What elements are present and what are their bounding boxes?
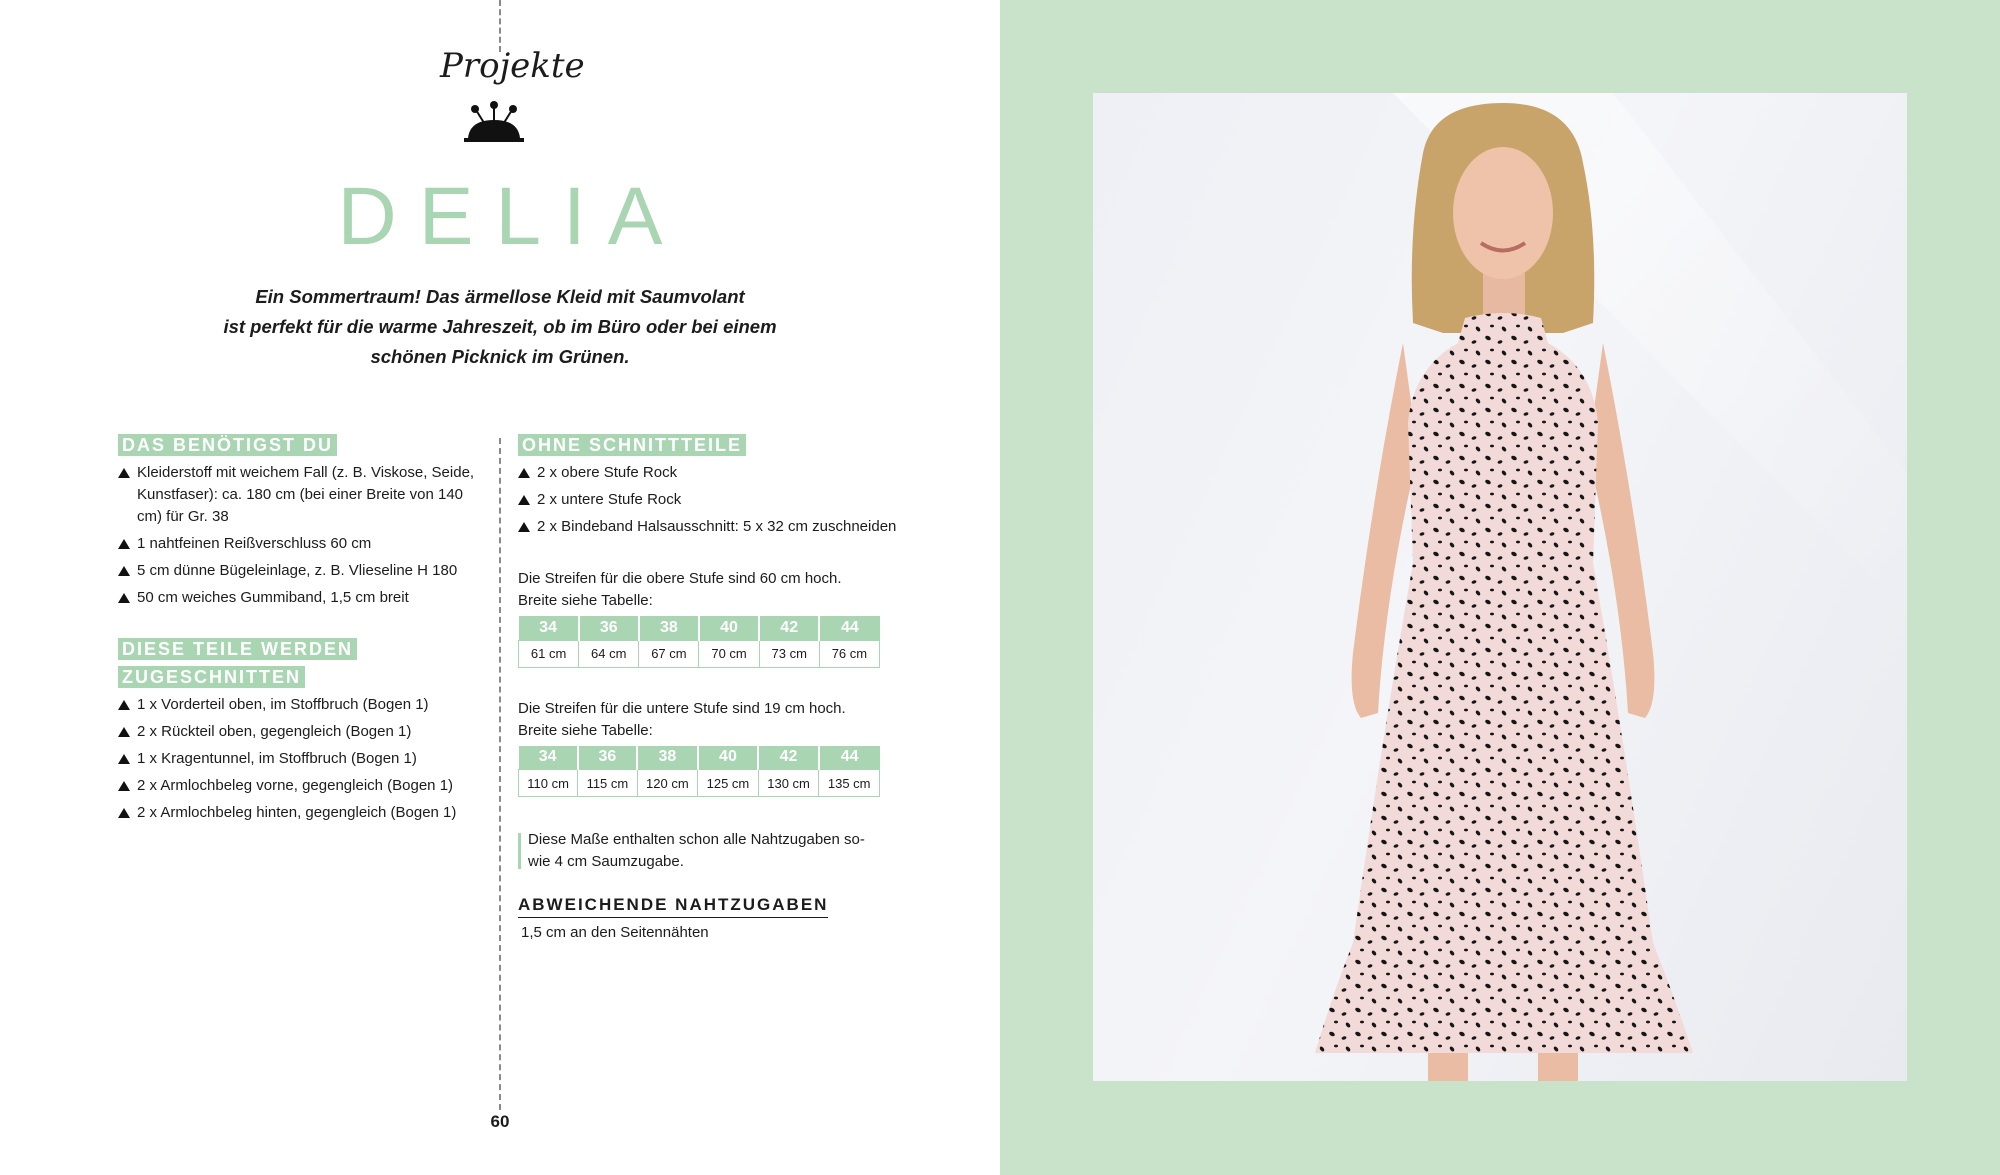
size-header: 38 — [637, 746, 698, 770]
lower-tier-text: Breite siehe Tabelle: — [518, 721, 653, 739]
size-header: 38 — [639, 616, 699, 640]
list-item — [118, 694, 488, 716]
width-cell: 64 cm — [579, 640, 639, 667]
triangle-bullet-icon — [118, 808, 130, 818]
model-illustration — [1093, 93, 1907, 1081]
intro-line: Ein Sommertraum! Das ärmellose Kleid mit Saumvolant — [255, 286, 745, 307]
list-item-text: 1 x Vorderteil oben, im Stoffbruch (Bogen 1) — [137, 696, 429, 713]
size-header: 44 — [819, 616, 879, 640]
upper-tier-block — [518, 568, 898, 668]
triangle-bullet-icon — [518, 468, 530, 478]
list-item — [118, 587, 488, 609]
seam-allowance-text: 1,5 cm an den Seitennähten — [521, 924, 709, 941]
dress-photo — [1093, 93, 1907, 1081]
dashed-divider-top — [499, 0, 501, 52]
spacer — [118, 614, 488, 636]
triangle-bullet-icon — [118, 754, 130, 764]
width-cell: 70 cm — [699, 640, 759, 667]
size-header: 42 — [759, 616, 819, 640]
pincushion-icon — [462, 100, 526, 144]
cut-parts-list — [118, 694, 488, 824]
triangle-bullet-icon — [118, 700, 130, 710]
triangle-bullet-icon — [118, 727, 130, 737]
lower-tier-block — [518, 698, 898, 798]
width-cell: 67 cm — [639, 640, 699, 667]
list-item — [118, 462, 488, 528]
lower-tier-text: Die Streifen für die untere Stufe sind 19 cm hoch. — [518, 699, 846, 717]
list-item-text: 2 x Armlochbeleg vorne, gegengleich (Bogen 1) — [137, 777, 454, 794]
size-header: 40 — [699, 616, 759, 640]
materials-heading: DAS BENÖTIGST DU — [118, 434, 337, 456]
cut-parts-heading-line2: ZUGESCHNITTEN — [118, 666, 305, 688]
left-column — [118, 432, 488, 829]
intro-text — [200, 282, 800, 372]
size-header: 42 — [758, 746, 819, 770]
upper-tier-table — [518, 616, 880, 668]
list-item-text: Kleiderstoff mit weichem Fall (z. B. Viskose, Seide, Kunstfaser): ca. 180 cm (bei einer Breite von 140 cm) für Gr. 38 — [137, 464, 475, 525]
right-page — [1000, 0, 2000, 1175]
note-text: wie 4 cm Saumzugabe. — [528, 853, 684, 870]
list-item — [118, 748, 488, 770]
upper-tier-text: Die Streifen für die obere Stufe sind 60 cm hoch. — [518, 570, 842, 587]
table-header-row — [519, 746, 880, 770]
list-item-text: 2 x Rückteil oben, gegengleich (Bogen 1) — [137, 723, 412, 740]
list-item-text: 2 x Bindeband Halsausschnitt: 5 x 32 cm zuschneiden — [537, 518, 897, 535]
size-header: 44 — [819, 746, 880, 770]
list-item — [118, 533, 488, 555]
list-item — [118, 560, 488, 582]
page-number: 60 — [490, 1112, 510, 1131]
width-cell: 76 cm — [819, 640, 879, 667]
width-cell: 135 cm — [819, 770, 880, 797]
seam-allowance-heading: ABWEICHENDE NAHTZUGABEN — [518, 895, 828, 918]
list-item-text: 1 x Kragentunnel, im Stoffbruch (Bogen 1) — [137, 750, 417, 767]
no-pattern-heading-wrap — [518, 432, 778, 460]
intro-line: schönen Picknick im Grünen. — [370, 346, 630, 367]
lower-tier-table — [518, 746, 880, 798]
width-cell: 120 cm — [637, 770, 698, 797]
size-header: 34 — [519, 746, 578, 770]
note-accent-bar — [518, 833, 521, 869]
cut-parts-heading-line1: DIESE TEILE WERDEN — [118, 638, 357, 660]
list-item — [518, 462, 898, 484]
triangle-bullet-icon — [118, 566, 130, 576]
size-header: 40 — [698, 746, 759, 770]
list-item — [518, 516, 898, 538]
triangle-bullet-icon — [118, 468, 130, 478]
list-item — [118, 721, 488, 743]
materials-list — [118, 462, 488, 609]
list-item-text: 2 x untere Stufe Rock — [537, 491, 682, 508]
size-header: 34 — [519, 616, 579, 640]
triangle-bullet-icon — [118, 593, 130, 603]
triangle-bullet-icon — [118, 781, 130, 791]
triangle-bullet-icon — [118, 539, 130, 549]
list-item-text: 2 x obere Stufe Rock — [537, 464, 678, 481]
list-item-text: 2 x Armlochbeleg hinten, gegengleich (Bogen 1) — [137, 804, 457, 821]
dashed-divider-main — [499, 438, 501, 1110]
project-title: DELIA — [337, 171, 685, 262]
table-row — [519, 640, 880, 667]
width-cell: 110 cm — [519, 770, 578, 797]
list-item — [118, 775, 488, 797]
size-header: 36 — [579, 616, 639, 640]
list-item-text: 50 cm weiches Gummiband, 1,5 cm breit — [137, 589, 409, 606]
materials-heading-wrap — [118, 432, 378, 460]
triangle-bullet-icon — [518, 522, 530, 532]
cut-parts-heading-wrap — [118, 636, 378, 692]
width-cell: 130 cm — [758, 770, 819, 797]
width-cell: 73 cm — [759, 640, 819, 667]
triangle-bullet-icon — [518, 495, 530, 505]
list-item — [518, 489, 898, 511]
list-item — [118, 802, 488, 824]
width-cell: 61 cm — [519, 640, 579, 667]
note-text: Diese Maße enthalten schon alle Nahtzugaben so- — [528, 831, 865, 848]
table-row — [519, 770, 880, 797]
section-label: Projekte — [440, 46, 585, 86]
intro-line: ist perfekt für die warme Jahreszeit, ob im Büro oder bei einem — [223, 316, 777, 337]
right-column — [518, 432, 898, 944]
table-header-row — [519, 616, 880, 640]
allowance-note — [518, 829, 888, 873]
list-item-text: 1 nahtfeinen Reißverschluss 60 cm — [137, 535, 372, 552]
width-cell: 125 cm — [698, 770, 759, 797]
upper-tier-text: Breite siehe Tabelle: — [518, 592, 653, 609]
size-header: 36 — [578, 746, 637, 770]
list-item-text: 5 cm dünne Bügeleinlage, z. B. Vlieseline H 180 — [137, 562, 458, 579]
no-pattern-heading: OHNE SCHNITTTEILE — [518, 434, 746, 456]
width-cell: 115 cm — [578, 770, 637, 797]
no-pattern-list — [518, 462, 898, 538]
